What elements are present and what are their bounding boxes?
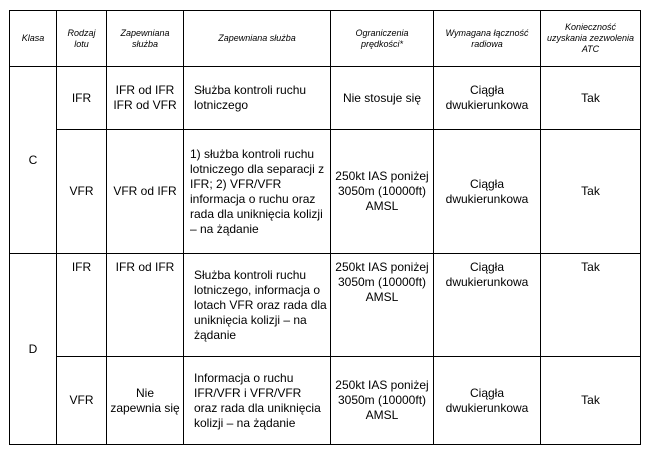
service-cell: Informacja o ruchu IFR/VFR i VFR/VFR oraz rada dla uniknięcia kolizji – na żądanie <box>184 357 331 445</box>
header-ograniczenia-predkosci: Ograniczenia prędkości* <box>331 11 434 67</box>
separation-cell: IFR od IFR <box>107 254 184 357</box>
speed-limit-cell: 250kt IAS poniżej 3050m (10000ft) AMSL <box>331 357 434 445</box>
radio-communication-cell: Ciągła dwukierunkowa <box>434 357 541 445</box>
service-cell: Służba kontroli ruchu lotniczego, informacja o lotach VFR oraz rada dla uniknięcia kolizji – na żądanie <box>184 254 331 357</box>
radio-communication-cell: Ciągła dwukierunkowa <box>434 130 541 254</box>
flight-type-cell: IFR <box>57 254 107 357</box>
radio-communication-cell: Ciągła dwukierunkowa <box>434 67 541 130</box>
service-cell: Służba kontroli ruchu lotniczego <box>184 67 331 130</box>
header-zapewniana-sluzba: Zapewniana służba <box>184 11 331 67</box>
flight-type-cell: VFR <box>57 130 107 254</box>
header-koniecznosc-zezwolenia: Konieczność uzyskania zezwolenia ATC <box>541 11 641 67</box>
flight-type-cell: IFR <box>57 67 107 130</box>
header-klasa: Klasa <box>10 11 57 67</box>
table-row <box>10 67 641 130</box>
speed-limit-cell: 250kt IAS poniżej 3050m (10000ft) AMSL <box>331 130 434 254</box>
header-zapewniana-separacja: Zapewniana służba <box>107 11 184 67</box>
header-row <box>10 11 641 67</box>
table-row <box>10 130 641 254</box>
airspace-classes-table <box>9 10 641 445</box>
atc-clearance-cell: Tak <box>541 357 641 445</box>
table-row <box>10 254 641 357</box>
speed-limit-cell: Nie stosuje się <box>331 67 434 130</box>
speed-limit-cell: 250kt IAS poniżej 3050m (10000ft) AMSL <box>331 254 434 357</box>
class-cell: C <box>10 67 57 254</box>
separation-cell: VFR od IFR <box>107 130 184 254</box>
class-cell: D <box>10 254 57 445</box>
separation-cell: Nie zapewnia się <box>107 357 184 445</box>
flight-type-cell: VFR <box>57 357 107 445</box>
header-rodzaj-lotu: Rodzaj lotu <box>57 11 107 67</box>
table-row <box>10 357 641 445</box>
service-cell: 1) służba kontroli ruchu lotniczego dla separacji z IFR; 2) VFR/VFR informacja o ruchu oraz rada dla uniknięcia kolizji – na żądanie <box>184 130 331 254</box>
atc-clearance-cell: Tak <box>541 254 641 357</box>
header-wymagana-lacznosc: Wymagana łączność radiowa <box>434 11 541 67</box>
atc-clearance-cell: Tak <box>541 67 641 130</box>
atc-clearance-cell: Tak <box>541 130 641 254</box>
radio-communication-cell: Ciągła dwukierunkowa <box>434 254 541 357</box>
separation-cell: IFR od IFR IFR od VFR <box>107 67 184 130</box>
